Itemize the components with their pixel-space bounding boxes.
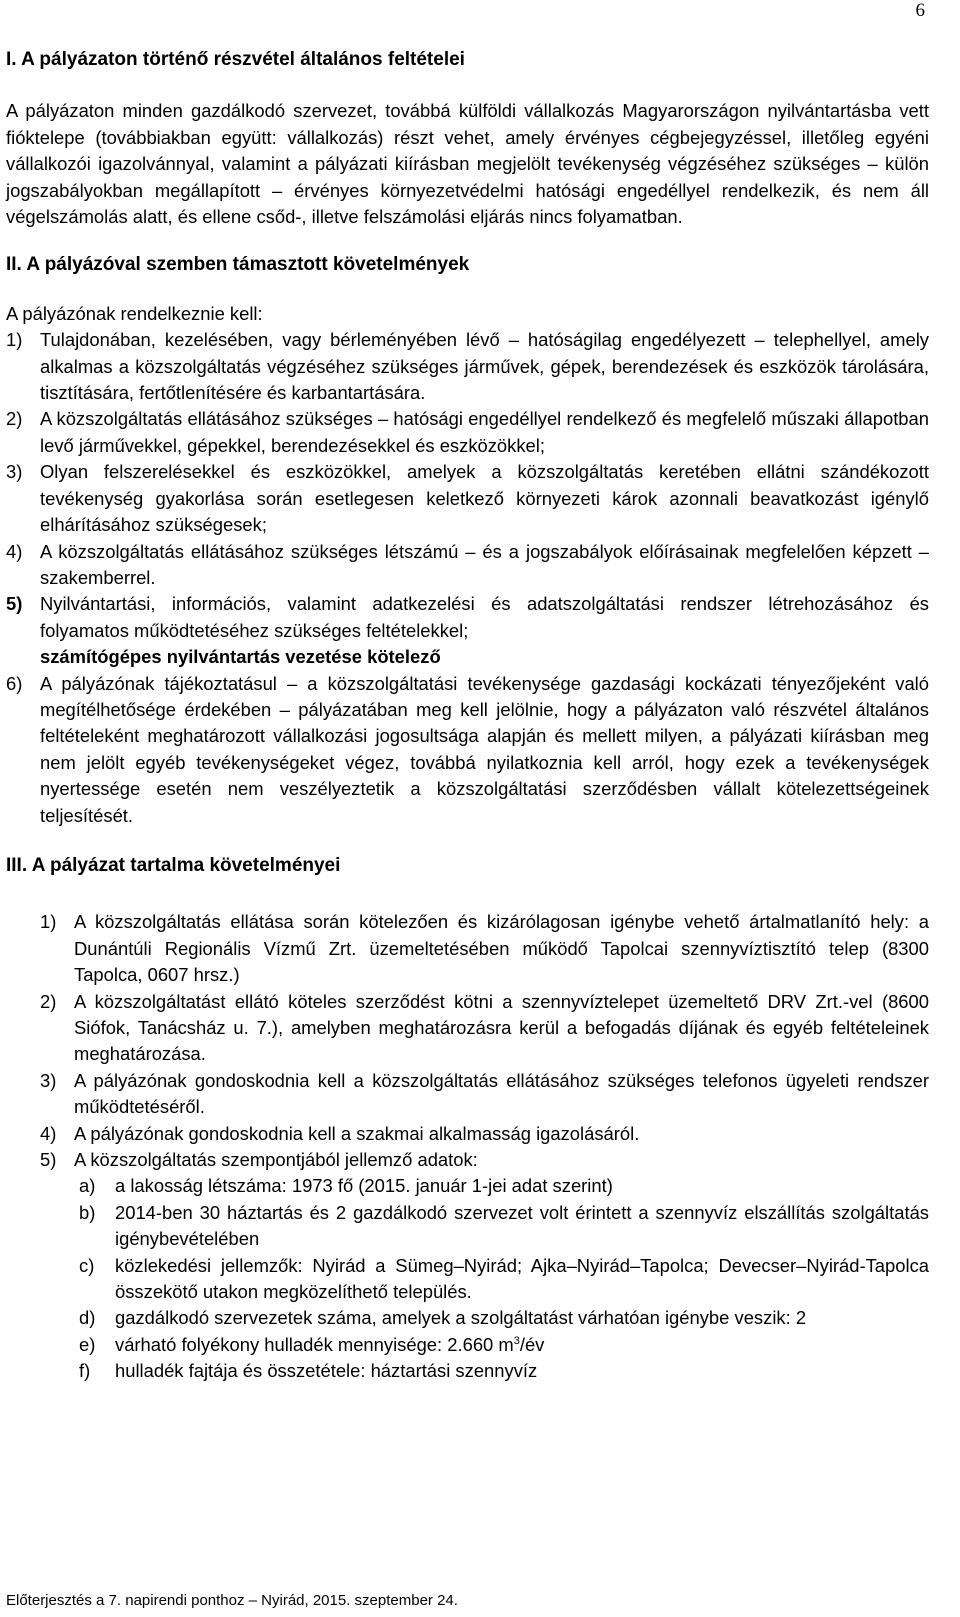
item-letter: f)	[79, 1360, 91, 1382]
item-text: A pályázónak gondoskodnia kell a közszolgáltatás ellátásához szükséges telefonos ügyeleti rendszer működtetéséről.	[74, 1069, 929, 1118]
list-item	[40, 1147, 929, 1173]
item-text: A pályázónak tájékoztatásul – a közszolgáltatási tevékenysége gazdasági kockázati tényezőjeként való megítélhetősége érdekében – pályázatában meg kell jelölnie, hogy a pályázaton való részvétel általános feltételeként meghatározott vállalkozási jogosultsága alapján és mellett milyen, a pályázati kiírásban meg nem jelölt egyéb tevékenységeket végez, továbbá nyilatkoznia kell arról, hogy ezek a tevékenységek nyertessége esetén nem veszélyeztetik a közszolgáltatási szerződésben vállalt kötelezettségeinek teljesítését.	[40, 672, 929, 826]
list-item	[40, 1068, 929, 1121]
item-text: várható folyékony hulladék mennyisége: 2.660 m	[115, 1333, 514, 1355]
sublist-item	[79, 1358, 929, 1384]
item-letter: e)	[79, 1333, 96, 1355]
page-footer: Előterjesztés a 7. napirendi ponthoz – Nyirád, 2015. szeptember 24.	[6, 1592, 458, 1609]
item-suffix: /év	[519, 1333, 545, 1355]
item-number: 5)	[6, 593, 23, 615]
item-text: A közszolgáltatás szempontjából jellemző adatok:	[74, 1149, 478, 1171]
item-number: 6)	[6, 672, 23, 694]
item-text: A közszolgáltatást ellátó köteles szerződést kötni a szennyvíztelepet üzemeltető DRV Zrt.-vel (8600 Siófok, Tanácsház u. 7.), amelyben meghatározásra kerül a befogadás díjának és egyéb feltételeinek meghatározása.	[74, 990, 929, 1065]
item-text: a lakosság létszáma: 1973 fő (2015. január 1-jei adat szerint)	[115, 1175, 613, 1197]
list-item	[6, 406, 929, 459]
item-letter: c)	[79, 1254, 95, 1276]
item-number: 5)	[40, 1149, 57, 1171]
item-number: 1)	[6, 329, 23, 351]
sublist-item	[79, 1200, 929, 1253]
superscript: 3	[513, 1334, 520, 1347]
item-text: A pályázónak gondoskodnia kell a szakmai alkalmasság igazolásáról.	[74, 1122, 640, 1144]
list-item	[40, 989, 929, 1068]
section-2-list	[6, 327, 929, 829]
item-text: közlekedési jellemzők: Nyirád a Sümeg–Nyirád; Ajka–Nyirád–Tapolca; Devecser–Nyirád-Tapolca összekötő utakon megközelíthető település.	[115, 1254, 929, 1303]
item-letter: b)	[79, 1201, 96, 1223]
section-1-title: I. A pályázaton történő részvétel általános feltételei	[6, 49, 465, 70]
item-text-block	[115, 1332, 929, 1358]
item-bold-text: számítógépes nyilvántartás vezetése kötelező	[40, 646, 441, 668]
item-text: hulladék fajtája és összetétele: háztartási szennyvíz	[115, 1360, 538, 1382]
sublist-item	[79, 1305, 929, 1331]
item-text: A közszolgáltatás ellátásához szükséges – hatósági engedéllyel rendelkező és megfelelő műszaki állapotban levő járművekkel, gépekkel, berendezésekkel és eszközökkel;	[40, 408, 929, 456]
item-number: 3)	[40, 1069, 57, 1091]
section-2-intro: A pályázónak rendelkeznie kell:	[6, 302, 263, 324]
item-letter: d)	[79, 1307, 96, 1329]
list-item	[6, 671, 929, 829]
item-number: 1)	[40, 911, 57, 933]
section-3-sublist	[6, 1173, 929, 1384]
section-3-title: III. A pályázat tartalma követelményei	[6, 854, 341, 876]
list-item	[6, 459, 929, 538]
section-3-list	[6, 909, 929, 1173]
item-text-block	[40, 591, 929, 670]
item-number: 4)	[40, 1122, 57, 1144]
list-item	[6, 591, 929, 670]
list-item	[40, 1121, 929, 1147]
list-item	[40, 909, 929, 988]
list-item	[6, 539, 929, 592]
section-1-paragraph: A pályázaton minden gazdálkodó szervezet, továbbá külföldi vállalkozás Magyarországon nyilvántartásba vett fióktelepe (továbbiakban együtt: vállalkozás) részt vehet, amely érvényes cégbejegyzéssel, illetőleg egyéni vállalkozói igazolvánnyal, valamint a pályázati kiírásban megjelölt tevékenység végzéséhez szükséges – külön jogszabályokban megállapított – érvényes környezetvédelmi hatósági engedéllyel rendelkezik, és nem áll végelszámolás alatt, és ellene csőd-, illetve felszámolási eljárás nincs folyamatban.	[6, 100, 929, 228]
sublist-item	[79, 1173, 929, 1199]
item-text: Nyilvántartási, információs, valamint adatkezelési és adatszolgáltatási rendszer létrehozásához és folyamatos működtetéséhez szükséges feltételekkel;	[40, 593, 929, 641]
item-letter: a)	[79, 1175, 96, 1197]
list-item	[6, 327, 929, 406]
item-text: A közszolgáltatás ellátása során kötelezően és kizárólagosan igénybe vehető ártalmatlanító hely: a Dunántúli Regionális Vízmű Zrt. üzemeltetésében működő Tapolcai szennyvíztisztító telep (8300 Tapolca, 0607 hrsz.)	[74, 911, 929, 986]
item-number: 2)	[40, 990, 57, 1012]
document-body	[6, 47, 929, 1385]
item-number: 2)	[6, 408, 23, 430]
item-text: Tulajdonában, kezelésében, vagy bérleményében lévő – hatóságilag engedélyezett – telephellyel, amely alkalmas a közszolgáltatás végzéséhez szükséges járművek, gépek, berendezések és eszközök tárolására, tisztítására, fertőtlenítésére és karbantartására.	[40, 329, 929, 404]
item-number: 4)	[6, 540, 23, 562]
sublist-item	[79, 1332, 929, 1358]
section-2-title: II. A pályázóval szemben támasztott követelmények	[6, 254, 470, 276]
item-text: Olyan felszerelésekkel és eszközökkel, amelyek a közszolgáltatás keretében ellátni szándékozott tevékenység gyakorlása során esetlegesen keletkező környezeti károk azonnali beavatkozást igénylő elhárításához szükségesek;	[40, 461, 929, 536]
page-number: 6	[915, 0, 925, 21]
item-text: 2014-ben 30 háztartás és 2 gazdálkodó szervezet volt érintett a szennyvíz elszállítás szolgáltatás igénybevételében	[115, 1201, 929, 1250]
sublist-item	[79, 1253, 929, 1306]
item-text: gazdálkodó szervezetek száma, amelyek a szolgáltatást várhatóan igénybe veszik: 2	[115, 1307, 807, 1329]
item-text: A közszolgáltatás ellátásához szükséges létszámú – és a jogszabályok előírásainak megfelelően képzett – szakemberrel.	[40, 540, 929, 588]
item-number: 3)	[6, 461, 23, 483]
